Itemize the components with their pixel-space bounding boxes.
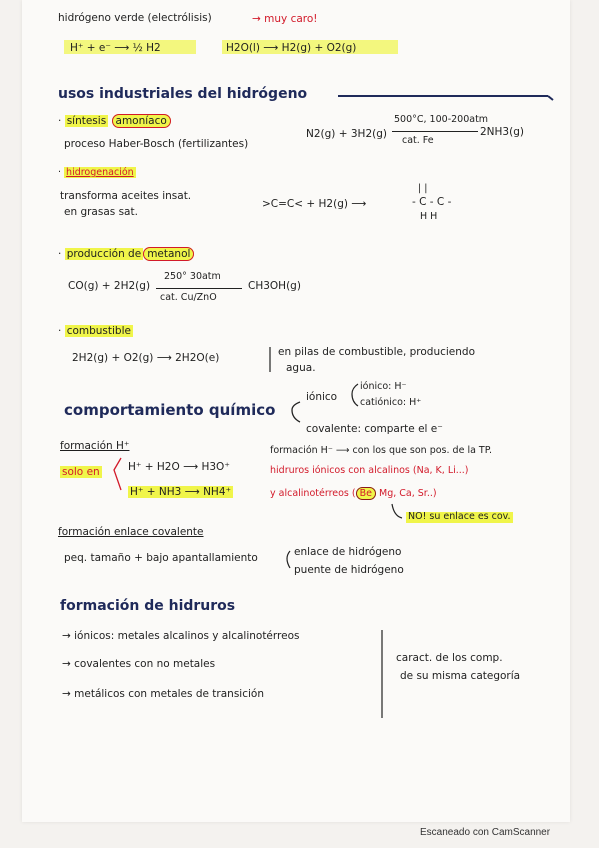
heading-usos: usos industriales del hidrógeno xyxy=(58,86,308,102)
brace-enlace xyxy=(287,551,290,568)
heading-hidruros: formación de hidruros xyxy=(60,598,236,614)
hidruros-note1: caract. de los comp. xyxy=(396,652,503,664)
formacion-h-minus: formación H⁻ ⟶ con los que son pos. de la TP. xyxy=(270,445,492,456)
sintesis-cond-top: 500°C, 100-200atm xyxy=(394,114,489,125)
eq-hydronium: H⁺ + H2O ⟶ H3O⁺ xyxy=(128,461,230,473)
title-electrolisis: hidrógeno verde (electrólisis) xyxy=(58,12,212,24)
brace-solo-en xyxy=(114,458,121,490)
note-muy-caro: → muy caro! xyxy=(252,13,318,25)
combustible-note1: en pilas de combustible, produciendo xyxy=(278,346,476,358)
sintesis-target: amoníaco xyxy=(112,114,171,128)
enlace-text: peq. tamaño + bajo apantallamiento xyxy=(64,552,258,564)
formacion-h-plus: formación H⁺ xyxy=(60,440,130,452)
combustible-eq: 2H2(g) + O2(g) ⟶ 2H2O(e) xyxy=(72,352,220,364)
comp-ionico: iónico xyxy=(306,391,338,403)
hidrog-eq: >C=C< + H2(g) ⟶ xyxy=(262,198,367,210)
metanol-row: · producción de metanol xyxy=(58,248,194,260)
brace-ionico xyxy=(352,384,358,406)
hidrog-label: hidrogenación xyxy=(66,167,134,178)
no-note: NO! su enlace es cov. xyxy=(408,511,511,522)
heading-rule-tail xyxy=(548,96,553,100)
sintesis-eq-right: 2NH3(g) xyxy=(480,126,524,138)
hidruros-ionicos: hidruros iónicos con alcalinos (Na, K, Li...) xyxy=(270,465,469,476)
metanol-cond-top: 250° 30atm xyxy=(164,271,221,282)
metanol-target: metanol xyxy=(143,247,194,261)
eq-ammonium: H⁺ + NH3 ⟶ NH4⁺ xyxy=(130,486,232,498)
alcalinoterreos-row xyxy=(270,489,437,500)
metanol-label: producción de xyxy=(66,248,142,260)
combustible-row: · combustible xyxy=(58,325,131,337)
comp-ionico-a: iónico: H⁻ xyxy=(360,381,407,392)
brace-comportamiento xyxy=(292,402,300,422)
arrow-be xyxy=(392,504,402,518)
hidrog-product-top: | | xyxy=(418,183,428,194)
comp-covalente: covalente: comparte el e⁻ xyxy=(306,423,443,435)
hidruros-item1: → iónicos: metales alcalinos y alcalinotérreos xyxy=(62,630,300,642)
metanol-eq-right: CH3OH(g) xyxy=(248,280,301,292)
hidrog-row: · hidrogenación xyxy=(58,167,134,178)
hidruros-item2: → covalentes con no metales xyxy=(62,658,216,670)
equation-water: H2O(l) ⟶ H2(g) + O2(g) xyxy=(226,42,357,54)
metanol-eq-left: CO(g) + 2H2(g) xyxy=(68,280,151,292)
alcalino-list: Mg, Ca, Sr..) xyxy=(379,488,437,499)
comp-ionico-b: catiónico: H⁺ xyxy=(360,397,422,408)
sintesis-cond-bottom: cat. Fe xyxy=(402,135,434,146)
alcalinoterreos-label: y alcalinotérreos ( xyxy=(270,488,356,499)
hidrog-text1: transforma aceites insat. xyxy=(60,190,192,202)
sintesis-arrow xyxy=(392,131,478,132)
combustible-note2: agua. xyxy=(286,362,316,374)
heading-enlace: formación enlace covalente xyxy=(58,526,204,538)
sintesis-row: · síntesis amoníaco xyxy=(58,115,171,127)
enlace-result2: puente de hidrógeno xyxy=(294,564,404,576)
sintesis-sub: proceso Haber-Bosch (fertilizantes) xyxy=(64,138,249,150)
sintesis-eq-left: N2(g) + 3H2(g) xyxy=(306,128,387,140)
hidruros-item3: → metálicos con metales de transición xyxy=(62,688,264,700)
solo-en: solo en xyxy=(62,466,100,478)
hidrog-product-mid: - C - C - xyxy=(412,196,452,208)
hidrog-text2: en grasas sat. xyxy=(64,206,138,218)
scanner-watermark: Escaneado con CamScanner xyxy=(420,827,551,838)
be-circle: Be xyxy=(356,487,376,500)
hidruros-note2: de su misma categoría xyxy=(400,670,521,682)
sintesis-label: síntesis xyxy=(66,115,107,127)
heading-comportamiento: comportamiento químico xyxy=(64,401,276,419)
combustible-label: combustible xyxy=(66,325,131,337)
enlace-result1: enlace de hidrógeno xyxy=(294,546,402,558)
metanol-arrow xyxy=(156,288,242,289)
hidrog-product-bottom: H H xyxy=(420,211,438,222)
metanol-cond-bottom: cat. Cu/ZnO xyxy=(160,292,217,303)
equation-electron: H⁺ + e⁻ ⟶ ½ H2 xyxy=(70,42,161,54)
